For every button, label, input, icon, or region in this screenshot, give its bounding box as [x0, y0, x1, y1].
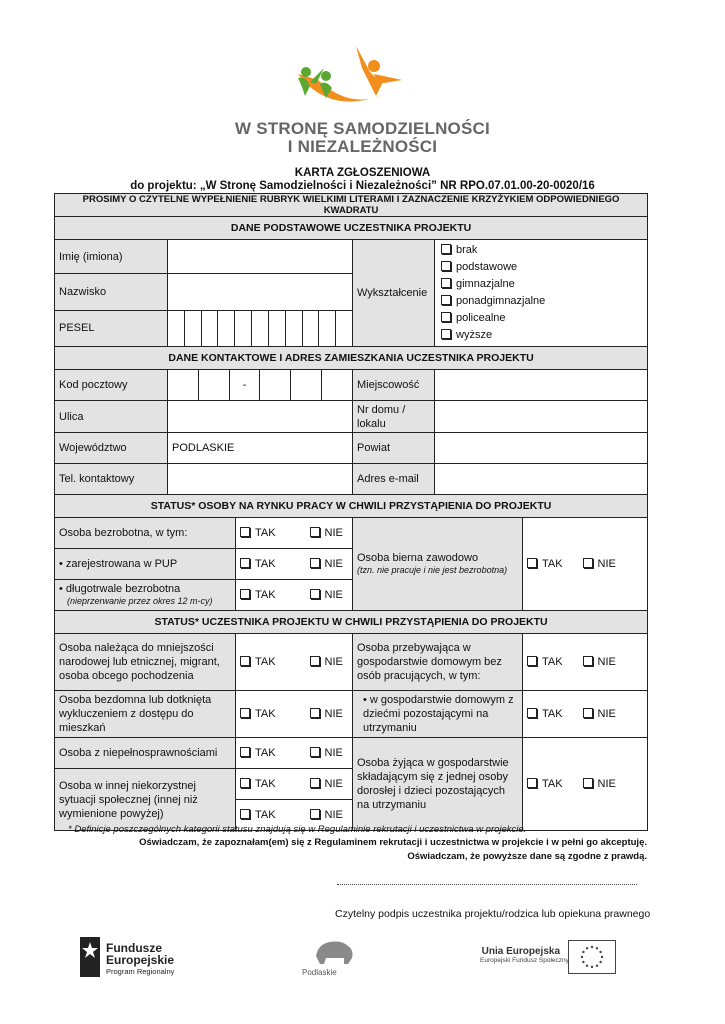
checkbox-icon[interactable]: [441, 312, 451, 322]
podlaskie-label: Podlaskie: [302, 968, 337, 977]
checkbox-icon[interactable]: [310, 558, 320, 568]
county-field[interactable]: [435, 433, 648, 464]
with-children-label: • w gospodarstwie domowym z dziećmi pozostającymi na utrzymaniu: [353, 691, 523, 738]
last-name-label: Nazwisko: [55, 274, 168, 310]
registered-no[interactable]: NIE: [306, 549, 353, 580]
other-disadvantaged-no-1[interactable]: NIE: [306, 769, 353, 800]
county-label: Powiat: [353, 433, 435, 464]
voivodeship-label: Województwo: [55, 433, 168, 464]
jobless-household-yes[interactable]: TAK: [523, 634, 579, 691]
checkbox-icon[interactable]: [310, 527, 320, 537]
jobless-household-label: Osoba przebywająca w gospodarstwie domowym bez osób pracujących, w tym:: [353, 634, 523, 691]
registered-yes[interactable]: TAK: [236, 549, 306, 580]
jobless-household-no[interactable]: NIE: [579, 634, 648, 691]
homeless-label: Osoba bezdomna lub dotknięta wykluczeniem z dostępu do mieszkań: [55, 691, 236, 738]
other-disadvantaged-no-2[interactable]: NIE: [306, 800, 353, 831]
other-disadvantaged-label: Osoba w innej niekorzystnej sytuacji społecznej (innej niż wymienione powyżej): [55, 769, 236, 831]
minority-yes[interactable]: TAK: [236, 634, 306, 691]
minority-label: Osoba należąca do mniejszości narodowej lub etnicznej, migrant, osoba obcego pochodzenia: [55, 634, 236, 691]
long-term-no[interactable]: NIE: [306, 580, 353, 611]
street-field[interactable]: [168, 401, 353, 433]
pesel-field[interactable]: [168, 310, 353, 346]
with-children-yes[interactable]: TAK: [523, 691, 579, 738]
checkbox-icon[interactable]: [583, 656, 593, 666]
checkbox-icon[interactable]: [527, 656, 537, 666]
checkbox-icon[interactable]: [583, 778, 593, 788]
section-participant-title: STATUS* UCZESTNIKA PROJEKTU W CHWILI PRZYSTĄPIENIA DO PROJEKTU: [55, 611, 648, 634]
checkbox-icon[interactable]: [527, 708, 537, 718]
checkbox-icon[interactable]: [310, 708, 320, 718]
checkbox-icon[interactable]: [310, 778, 320, 788]
house-no-label: Nr domu / lokalu: [353, 401, 435, 433]
postal-code-field[interactable]: [168, 370, 353, 401]
homeless-no[interactable]: NIE: [306, 691, 353, 738]
education-option[interactable]: brak: [441, 242, 641, 259]
checkbox-icon[interactable]: [240, 809, 250, 819]
education-option[interactable]: ponadgimnazjalne: [441, 293, 641, 310]
checkbox-icon[interactable]: [240, 656, 250, 666]
education-option[interactable]: podstawowe: [441, 259, 641, 276]
section-basic-title: DANE PODSTAWOWE UCZESTNIKA PROJEKTU: [55, 217, 648, 240]
house-no-field[interactable]: [435, 401, 648, 433]
long-term-label: • długotrwale bezrobotna (nieprzerwanie przez okres 12 m-cy): [55, 580, 236, 611]
inactive-no[interactable]: NIE: [579, 518, 648, 611]
application-form: [54, 193, 648, 831]
checkbox-icon[interactable]: [310, 656, 320, 666]
footnote: * Definicje poszczególnych kategorii statusu znajdują się w Regulaminie rekrutacji i uczestnictwa w projekcie.: [68, 824, 527, 835]
checkbox-icon[interactable]: [240, 747, 250, 757]
phone-label: Tel. kontaktowy: [55, 464, 168, 495]
inactive-yes[interactable]: TAK: [523, 518, 579, 611]
city-label: Miejscowość: [353, 370, 435, 401]
unemployed-label: Osoba bezrobotna, w tym:: [55, 518, 236, 549]
signature-label: Czytelny podpis uczestnika projektu/rodzica lub opiekuna prawnego: [335, 908, 651, 920]
postal-code-label: Kod pocztowy: [55, 370, 168, 401]
unemployed-yes[interactable]: TAK: [236, 518, 306, 549]
eu-flag-icon: [568, 940, 616, 974]
fe-star-icon: [80, 937, 100, 977]
education-label: Wykształcenie: [353, 240, 435, 347]
disabled-yes[interactable]: TAK: [236, 738, 306, 769]
first-name-label: Imię (imiona): [55, 240, 168, 274]
email-label: Adres e-mail: [353, 464, 435, 495]
single-adult-yes[interactable]: TAK: [523, 738, 579, 831]
checkbox-icon[interactable]: [240, 589, 250, 599]
checkbox-icon[interactable]: [527, 778, 537, 788]
single-adult-label: Osoba żyjąca w gospodarstwie składającym się z jednej osoby dorosłej i dzieci pozostających na utrzymaniu: [353, 738, 523, 831]
other-disadvantaged-yes-1[interactable]: TAK: [236, 769, 306, 800]
with-children-no[interactable]: NIE: [579, 691, 648, 738]
registered-label: • zarejestrowana w PUP: [55, 549, 236, 580]
checkbox-icon[interactable]: [240, 778, 250, 788]
homeless-yes[interactable]: TAK: [236, 691, 306, 738]
section-labour-title: STATUS* OSOBY NA RYNKU PRACY W CHWILI PRZYSTĄPIENIA DO PROJEKTU: [55, 495, 648, 518]
form-subtitle: do projektu: „W Stronę Samodzielności i Niezależności” NR RPO.07.01.00-20-0020/16: [130, 180, 595, 192]
postal-dash: -: [230, 370, 261, 400]
logo-line-2: I NIEZALEŻNOŚCI: [287, 137, 438, 156]
checkbox-icon[interactable]: [240, 708, 250, 718]
checkbox-icon[interactable]: [441, 295, 451, 305]
single-adult-no[interactable]: NIE: [579, 738, 648, 831]
instructions: PROSIMY O CZYTELNE WYPEŁNIENIE RUBRYK WIELKIMI LITERAMI I ZAZNACZENIE KRZYŻYKIEM ODPOWIEDNIEGO KWADRATU: [55, 194, 648, 217]
first-name-field[interactable]: [168, 240, 353, 274]
checkbox-icon[interactable]: [240, 558, 250, 568]
street-label: Ulica: [55, 401, 168, 433]
checkbox-icon[interactable]: [441, 261, 451, 271]
last-name-field[interactable]: [168, 274, 353, 310]
fe-logo-text: Fundusze Europejskie Program Regionalny: [106, 941, 175, 976]
email-field[interactable]: [435, 464, 648, 495]
checkbox-icon[interactable]: [310, 589, 320, 599]
checkbox-icon[interactable]: [527, 558, 537, 568]
eu-logo-text: Unia Europejska Europejski Fundusz Społeczny: [480, 946, 569, 964]
education-option[interactable]: policealne: [441, 310, 641, 327]
disabled-label: Osoba z niepełnosprawnościami: [55, 738, 236, 769]
signature-line[interactable]: [337, 884, 637, 885]
other-disadvantaged-yes-2[interactable]: TAK: [236, 800, 306, 831]
voivodeship-field[interactable]: PODLASKIE: [168, 433, 353, 464]
checkbox-icon[interactable]: [583, 708, 593, 718]
education-options: [435, 240, 648, 347]
minority-no[interactable]: NIE: [306, 634, 353, 691]
education-option[interactable]: gimnazjalne: [441, 276, 641, 293]
checkbox-icon[interactable]: [310, 809, 320, 819]
form-title: KARTA ZGŁOSZENIOWA: [294, 167, 431, 179]
phone-field[interactable]: [168, 464, 353, 495]
checkbox-icon[interactable]: [441, 278, 451, 288]
project-logo: [290, 38, 420, 118]
pesel-label: PESEL: [55, 310, 168, 346]
city-field[interactable]: [435, 370, 648, 401]
checkbox-icon[interactable]: [583, 558, 593, 568]
checkbox-icon[interactable]: [441, 329, 451, 339]
unemployed-no[interactable]: NIE: [306, 518, 353, 549]
podlaskie-bison-icon: [312, 938, 356, 968]
checkbox-icon[interactable]: [240, 527, 250, 537]
section-contact-title: DANE KONTAKTOWE I ADRES ZAMIESZKANIA UCZESTNIKA PROJEKTU: [55, 347, 648, 370]
declaration-regulations: Oświadczam, że zapoznałam(em) się z Regulaminem rekrutacji i uczestnictwa w projekcie i w pełni go akceptuję.: [139, 837, 647, 848]
logo-line-1: W STRONĘ SAMODZIELNOŚCI: [235, 119, 490, 138]
checkbox-icon[interactable]: [441, 244, 451, 254]
education-option[interactable]: wyższe: [441, 327, 641, 344]
disabled-no[interactable]: NIE: [306, 738, 353, 769]
inactive-label: Osoba bierna zawodowo (tzn. nie pracuje i nie jest bezrobotna): [353, 518, 523, 611]
declaration-truth: Oświadczam, że powyższe dane są zgodne z prawdą.: [407, 851, 647, 862]
long-term-yes[interactable]: TAK: [236, 580, 306, 611]
checkbox-icon[interactable]: [310, 747, 320, 757]
